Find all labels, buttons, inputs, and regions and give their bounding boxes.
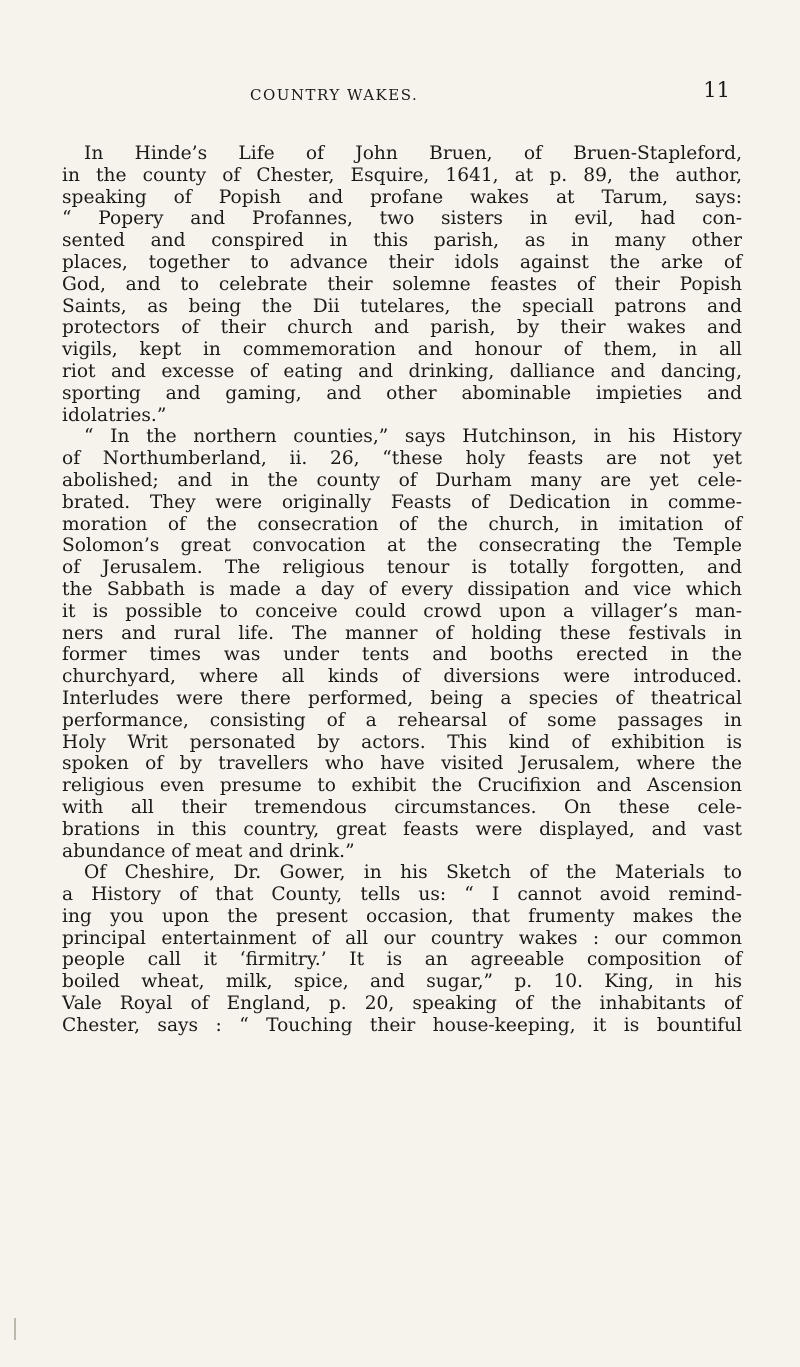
- text-line: boiled wheat, milk, spice, and sugar,” p. 10. King, in his: [62, 971, 742, 993]
- text-line: Holy Writ personated by actors. This kind of exhibition is: [62, 731, 742, 753]
- text-line: former times was under tents and booths erected in the: [62, 644, 742, 666]
- running-head: [250, 78, 730, 108]
- text-line: In Hinde’s Life of John Bruen, of Bruen-Stapleford,: [84, 143, 742, 164]
- text-line: of Northumberland, ii. 26, “these holy feasts are not yet: [62, 448, 742, 470]
- text-line: with all their tremendous circumstances. On these cele-: [62, 796, 742, 818]
- text-line: Of Cheshire, Dr. Gower, in his Sketch of the Materials to: [84, 862, 742, 884]
- text-line: religious even presume to exhibit the Crucifixion and Ascension: [62, 775, 742, 797]
- text-line: the Sabbath is made a day of every dissipation and vice which: [62, 578, 742, 600]
- text-line: abundance of meat and drink.”: [62, 840, 355, 862]
- text-line: spoken of by travellers who have visited Jerusalem, where the: [62, 753, 742, 775]
- margin-mark: [14, 1318, 16, 1340]
- text-line: ing you upon the present occasion, that frumenty makes the: [62, 905, 742, 927]
- text-line: idolatries.”: [62, 404, 167, 426]
- text-line: “ In the northern counties,” says Hutchinson, in his History: [84, 426, 742, 448]
- text-line: sented and conspired in this parish, as in many other: [62, 230, 742, 252]
- text-line: “ Popery and Profannes, two sisters in evil, had con-: [62, 208, 742, 230]
- text-line: people call it ‘firmitry.’ It is an agreeable composition of: [62, 949, 742, 971]
- text-line: ners and rural life. The manner of holding these festivals in: [62, 622, 742, 644]
- text-line: it is possible to conceive could crowd upon a villager’s man-: [62, 600, 742, 622]
- text-line: performance, consisting of a rehearsal of some passages in: [62, 709, 742, 731]
- text-line: moration of the consecration of the church, in imitation of: [62, 513, 742, 535]
- text-line: Chester, says : “ Touching their house-keeping, it is bountiful: [62, 1014, 742, 1036]
- text-line: Vale Royal of England, p. 20, speaking of the inhabitants of: [62, 993, 742, 1015]
- text-line: churchyard, where all kinds of diversions were introduced.: [62, 666, 742, 688]
- text-line: in the county of Chester, Esquire, 1641, at p. 89, the author,: [62, 164, 742, 186]
- text-line: speaking of Popish and profane wakes at Tarum, says:: [62, 186, 742, 208]
- text-line: brations in this country, great feasts were displayed, and vast: [62, 818, 742, 840]
- text-line: vigils, kept in commemoration and honour of them, in all: [62, 339, 742, 361]
- text-line: Solomon’s great convocation at the consecrating the Temple: [62, 535, 742, 557]
- running-title: COUNTRY WAKES.: [250, 86, 419, 104]
- text-line: riot and excesse of eating and drinking, dalliance and dancing,: [62, 360, 742, 382]
- text-line: of Jerusalem. The religious tenour is totally forgotten, and: [62, 557, 742, 579]
- text-line: principal entertainment of all our country wakes : our common: [62, 927, 742, 949]
- text-line: a History of that County, tells us: “ I cannot avoid remind-: [62, 884, 742, 906]
- text-line: protectors of their church and parish, by their wakes and: [62, 317, 742, 339]
- text-line: Interludes were there performed, being a species of theatrical: [62, 687, 742, 709]
- text-line: Saints, as being the Dii tutelares, the speciall patrons and: [62, 295, 742, 317]
- text-line: sporting and gaming, and other abominable impieties and: [62, 382, 742, 404]
- page-number: 11: [703, 78, 730, 102]
- text-line: abolished; and in the county of Durham many are yet cele-: [62, 469, 742, 491]
- text-line: brated. They were originally Feasts of Dedication in comme-: [62, 491, 742, 513]
- text-line: God, and to celebrate their solemne feastes of their Popish: [62, 273, 742, 295]
- text-line: places, together to advance their idols against the arke of: [62, 251, 742, 273]
- body-text: [62, 143, 742, 1037]
